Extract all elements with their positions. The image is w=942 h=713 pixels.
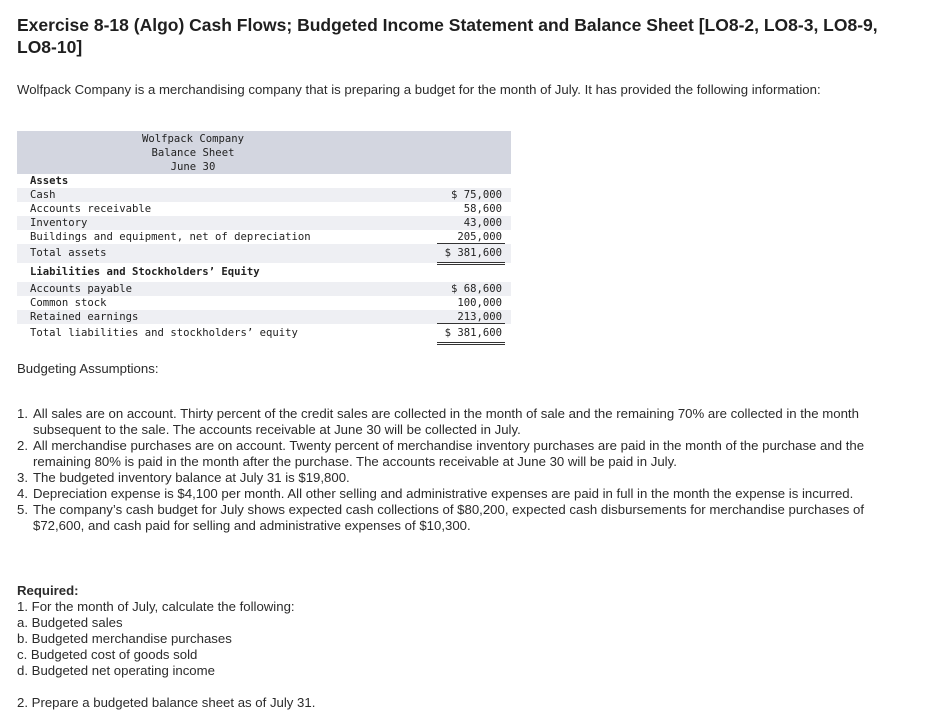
required-section	[17, 583, 717, 711]
total-le-value: $ 381,600	[444, 327, 502, 339]
assumption-item: 5. The company’s cash budget for July shows expected cash collections of $80,200, expected cash disbursements for merchandise purchases of $72,600, and cash paid for selling and administrative expenses of $10,300.	[17, 502, 865, 533]
balance-sheet-table	[17, 131, 511, 343]
buildings-label: Buildings and equipment, net of depreciation	[30, 231, 311, 243]
statement-name: Balance Sheet	[151, 147, 235, 159]
cash-label: Cash	[30, 189, 56, 201]
buildings-row	[17, 230, 511, 244]
ap-label: Accounts payable	[30, 283, 133, 295]
question-2: 2. Prepare a budgeted balance sheet as of July 31.	[17, 695, 316, 710]
company-name: Wolfpack Company	[141, 133, 245, 145]
inventory-row	[17, 216, 511, 230]
retained-earnings-row	[17, 310, 511, 324]
liabilities-heading-row	[17, 263, 511, 282]
ar-value: 58,600	[463, 203, 502, 215]
ar-label: Accounts receivable	[30, 203, 152, 215]
total-assets-label: Total assets	[30, 247, 107, 259]
retained-earnings-label: Retained earnings	[30, 311, 139, 323]
total-assets-value: $ 381,600	[444, 247, 502, 259]
question-1c: c. Budgeted cost of goods sold	[17, 647, 198, 662]
question-1: 1. For the month of July, calculate the following:	[17, 599, 295, 614]
assumption-item: 3. The budgeted inventory balance at July 31 is $19,800.	[17, 470, 350, 485]
inventory-label: Inventory	[30, 217, 88, 229]
assets-heading: Assets	[30, 175, 69, 187]
total-le-row	[17, 324, 511, 343]
required-heading: Required:	[17, 583, 79, 598]
assumptions-heading: Budgeting Assumptions:	[17, 361, 159, 376]
intro-text: Wolfpack Company is a merchandising company that is preparing a budget for the month of July. It has provided the following information:	[17, 82, 821, 97]
assumption-item: 4. Depreciation expense is $4,100 per month. All other selling and administrative expenses are paid in full in the month the expense is incurred.	[17, 486, 854, 501]
assumption-item: 1. All sales are on account. Thirty percent of the credit sales are collected in the month of sale and the remaining 70% are collected in the month subsequent to the sale. The accounts receivable at June 30 will be collected in July.	[17, 406, 859, 437]
question-1d: d. Budgeted net operating income	[17, 663, 215, 678]
total-le-label: Total liabilities and stockholders’ equity	[30, 327, 298, 339]
common-stock-value: 100,000	[457, 297, 502, 309]
buildings-value: 205,000	[457, 231, 502, 243]
retained-earnings-value: 213,000	[457, 311, 502, 323]
inventory-value: 43,000	[463, 217, 502, 229]
total-assets-row	[17, 244, 511, 263]
ap-value: $ 68,600	[450, 283, 502, 295]
ap-row	[17, 282, 511, 296]
statement-date: June 30	[170, 161, 216, 173]
cash-value: $ 75,000	[450, 189, 502, 201]
question-1b: b. Budgeted merchandise purchases	[17, 631, 232, 646]
assumption-item: 2. All merchandise purchases are on account. Twenty percent of merchandise inventory purchases are paid in the month of the purchase and the remaining 80% is paid in the month after the purchase. The accounts receivable at June 30 will be paid in July.	[17, 438, 865, 469]
question-1a: a. Budgeted sales	[17, 615, 123, 630]
common-stock-label: Common stock	[30, 297, 107, 309]
assumptions-list	[17, 406, 877, 534]
balance-sheet-header	[17, 131, 511, 174]
cash-row	[17, 188, 511, 202]
liabilities-heading: Liabilities and Stockholders’ Equity	[30, 266, 260, 278]
exercise-title: Exercise 8-18 (Algo) Cash Flows; Budgeted Income Statement and Balance Sheet [LO8-2, LO8-3, LO8-9, LO8-10]	[17, 15, 878, 57]
ar-row	[17, 202, 511, 216]
assets-heading-row	[17, 174, 511, 188]
common-stock-row	[17, 296, 511, 310]
